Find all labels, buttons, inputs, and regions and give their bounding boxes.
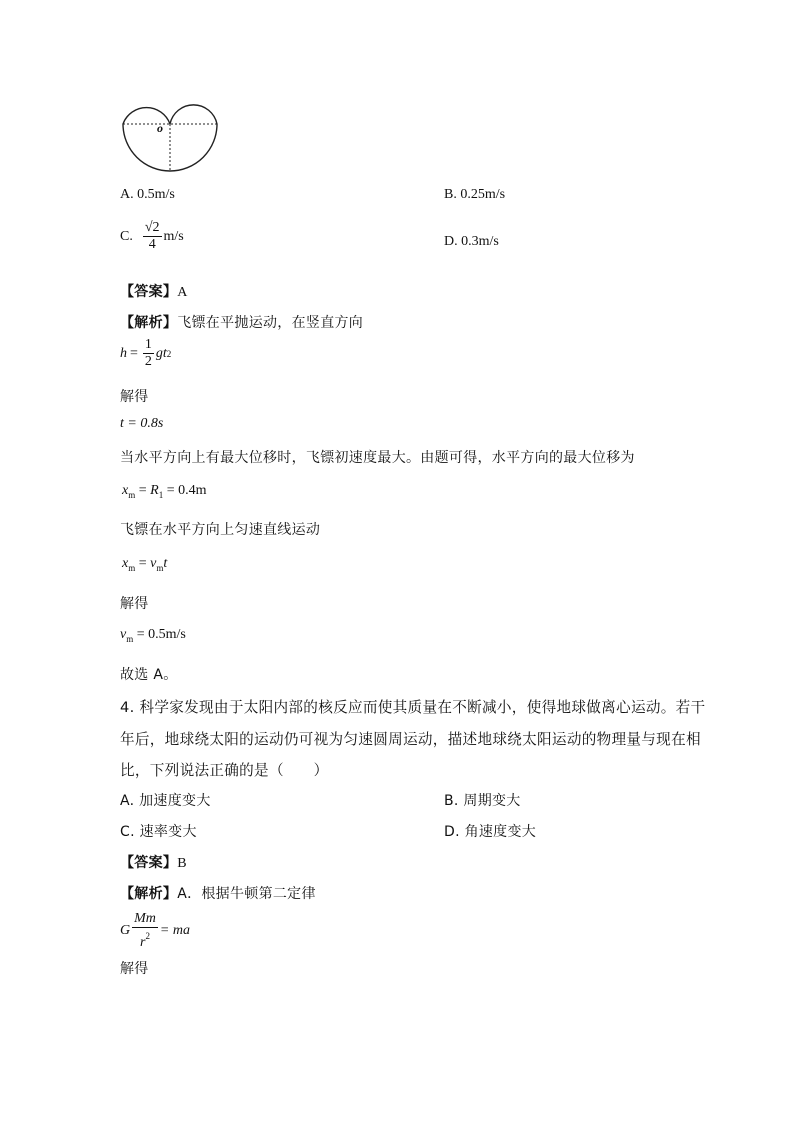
q4-answer <box>120 852 187 872</box>
q4-solve: 解得 <box>120 961 149 977</box>
q3-eq1-lhs: h <box>120 345 127 361</box>
q4-option-a: A. 加速度变大 <box>120 793 211 809</box>
q4-analysis <box>120 883 316 903</box>
q4-answer-value: B <box>177 856 187 871</box>
q4-eq-den-exp: 2 <box>145 931 150 941</box>
q3-answer-label: 【答案】 <box>120 284 178 300</box>
q4-option-d: D. 角速度变大 <box>444 824 537 840</box>
q3-eq5-value: = 0.5m/s <box>136 627 186 642</box>
q4-analysis-label: 【解析】 <box>120 886 178 902</box>
q3-text-uniform-motion: 飞镖在水平方向上匀速直线运动 <box>120 522 321 538</box>
q3-conclusion: 故选 A。 <box>120 667 178 683</box>
q3-equation-2: t = 0.8s <box>120 416 164 431</box>
q4-eq-den-wrap <box>138 928 152 951</box>
q4-analysis-intro: A．根据牛顿第二定律 <box>177 886 316 902</box>
q3-option-c-fraction <box>143 220 162 253</box>
q3-analysis-label: 【解析】 <box>120 315 178 331</box>
q3-equation-4: $x_m = v_mt$ <box>122 556 168 573</box>
q3-text-max-displacement: 当水平方向上有最大位移时，飞镖初速度最大。由题可得，水平方向的最大位移为 <box>120 450 635 466</box>
q4-answer-label: 【答案】 <box>120 855 178 871</box>
q3-option-c-denominator: 4 <box>148 237 156 252</box>
q3-eq3-xsub: m <box>128 490 136 500</box>
q3-option-d: D. 0.3m/s <box>444 234 499 249</box>
q3-equation-3: $x_m = R_1 = 0.4m$ <box>122 483 207 500</box>
q4-equation-1 <box>120 911 190 951</box>
figure-center-label: o <box>157 121 163 135</box>
q3-eq1-rhs: gt <box>155 345 167 361</box>
q4-eq-num: Mm <box>134 911 156 926</box>
heart-figure <box>120 96 222 176</box>
q3-option-c-sqrt-arg: 2 <box>152 220 160 235</box>
q4-option-b: B. 周期变大 <box>444 793 521 809</box>
q3-analysis <box>120 312 363 332</box>
q4-option-c: C. 速率变大 <box>120 824 197 840</box>
q3-eq4-xsub: m <box>128 563 136 573</box>
q3-eq3-r: R <box>150 483 159 498</box>
q3-solve-1: 解得 <box>120 389 149 405</box>
q3-eq1-num: 1 <box>144 337 152 352</box>
q3-eq5-sub: m <box>126 634 134 644</box>
q3-option-c <box>120 220 184 253</box>
q3-answer-value: A <box>177 285 188 300</box>
q3-option-c-numerator: √2 <box>144 220 160 235</box>
q3-eq4-t: t <box>163 556 168 571</box>
q4-eq-fraction <box>132 911 158 951</box>
q4-stem-line-1: 4. 科学家发现由于太阳内部的核反应而使其质量在不断减小，使得地球做离心运动。若干 <box>120 699 706 716</box>
q3-equation-1: h = $\frac{1}{2}$ gt 2 <box>120 337 172 369</box>
q3-eq1-exp: 2 <box>166 348 172 359</box>
q3-solve-2: 解得 <box>120 596 149 612</box>
q3-eq4-x: x <box>122 556 129 571</box>
q3-equation-5 <box>120 627 186 644</box>
q3-answer <box>120 281 188 301</box>
q4-eq-rhs: = ma <box>159 923 190 938</box>
q3-option-c-prefix: C. <box>120 228 133 244</box>
q3-eq3-rsub: 1 <box>158 490 164 500</box>
q3-eq5-v: v <box>120 627 127 642</box>
q4-eq-den: r <box>140 935 146 950</box>
q4-eq-g: G <box>120 923 131 938</box>
q4-stem-line-3: 比，下列说法正确的是（ ） <box>120 762 329 779</box>
q3-option-a: A. 0.5m/s <box>120 187 175 202</box>
q3-analysis-intro: 飞镖在平抛运动，在竖直方向 <box>177 315 364 331</box>
q3-eq4-vsub: m <box>156 563 164 573</box>
q3-eq4-v: v <box>150 556 157 571</box>
q3-option-c-unit: m/s <box>163 228 184 244</box>
q3-eq3-x: x <box>122 483 129 498</box>
q3-eq1-fraction <box>143 337 154 370</box>
q3-eq3-value: = 0.4m <box>166 483 207 498</box>
q3-eq1-den: 2 <box>144 354 152 369</box>
q3-option-b: B. 0.25m/s <box>444 187 506 202</box>
q4-stem-line-2: 年后，地球绕太阳的运动仍可视为匀速圆周运动，描述地球绕太阳运动的物理量与现在相 <box>120 731 701 748</box>
